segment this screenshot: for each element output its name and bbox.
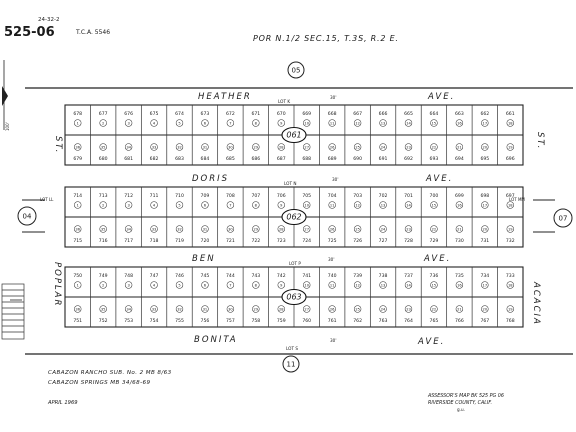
lot-number: 727	[378, 239, 388, 244]
parcel-number: 29	[253, 145, 259, 150]
lot-number: 733	[505, 274, 515, 279]
lot-number: 734	[480, 274, 490, 279]
parcel-number: 22	[431, 145, 437, 150]
parcel-number: 16	[457, 203, 462, 208]
parcel-number: 5	[178, 283, 181, 288]
parcel-number: 27	[304, 227, 310, 232]
parcel-number: 6	[203, 203, 207, 208]
map-date: APRIL 1969	[48, 400, 78, 406]
street-heather: HEATHER	[198, 92, 252, 102]
lot-number: 745	[200, 274, 210, 279]
lot-number: 697	[505, 194, 515, 199]
parcel-number: 7	[229, 203, 232, 208]
parcel-number: 2	[102, 283, 105, 288]
parcel-number: 8	[254, 203, 257, 208]
parcel-number: 33	[151, 307, 157, 312]
parcel-number: 9	[280, 283, 283, 288]
lot-number: 768	[505, 319, 515, 324]
parcel-number: 7	[229, 121, 232, 126]
assessor-info: ASSESSOR'S MAP BK 525 PG 06	[428, 394, 504, 399]
parcel-number: 4	[152, 283, 156, 288]
parcel-number: 12	[355, 283, 360, 288]
lot-number: 751	[73, 319, 83, 324]
lot-number: 764	[404, 319, 413, 324]
lot-number: 748	[124, 274, 134, 279]
parcel-number: 14	[406, 121, 411, 126]
lot-number: 731	[480, 239, 490, 244]
parcel-number: 7	[229, 283, 232, 288]
lot-number: 671	[251, 112, 261, 117]
springs-info: CABAZON SPRINGS MB 34/68-69	[48, 380, 151, 386]
lot-number: 755	[175, 319, 184, 324]
parcel-number: 36	[75, 227, 81, 232]
lot-number: 720	[200, 239, 210, 244]
lot-number: 700	[429, 194, 439, 199]
parcel-number: 33	[151, 227, 157, 232]
heather-width: 30'	[330, 95, 337, 100]
parcel-number: 17	[482, 121, 488, 126]
parcel-number: 24	[380, 145, 386, 150]
lot-number: 704	[327, 194, 337, 199]
lot-number: 664	[429, 112, 439, 117]
parcel-number: 26	[329, 227, 335, 232]
lot-number: 754	[149, 319, 159, 324]
lot-number: 686	[251, 157, 261, 162]
lot-number: 680	[98, 157, 108, 162]
lot-number: 732	[505, 239, 515, 244]
lot-number: 741	[302, 274, 312, 279]
parcel-number: 32	[177, 307, 182, 312]
ben-width: 30'	[328, 257, 335, 262]
lot-number: 673	[200, 112, 210, 117]
lot-number: 708	[225, 194, 235, 199]
parcel-number: 14	[406, 283, 411, 288]
parcel-number: 13	[380, 283, 386, 288]
parcel-number: 5	[178, 203, 181, 208]
parcel-number: 9	[280, 121, 283, 126]
lot-number: 674	[175, 112, 184, 117]
parcel-number: 34	[126, 307, 131, 312]
lot-number: 705	[302, 194, 312, 199]
parcel-number: 19	[507, 307, 513, 312]
lot-number: 724	[302, 239, 312, 244]
parcel-number: 11	[329, 203, 335, 208]
parcel-number: 34	[126, 145, 131, 150]
parcel-number: 34	[126, 227, 131, 232]
parcel-number: 16	[457, 283, 462, 288]
lot-number: 740	[327, 274, 337, 279]
lot-number: 669	[302, 112, 312, 117]
parcel-number: 35	[100, 145, 106, 150]
parcel-number: 14	[406, 203, 411, 208]
lot-number: 689	[327, 157, 337, 162]
circle-11-label: 11	[286, 360, 296, 369]
parcel-number: 31	[202, 307, 208, 312]
margin-marks	[2, 60, 24, 339]
lot-ll-label: LOT LL	[40, 197, 54, 202]
parcel-number: 21	[457, 307, 462, 312]
lot-number: 756	[200, 319, 210, 324]
street-bonita-ave: AVE.	[418, 337, 446, 347]
section-location: POR N.1/2 SEC.15, T.3S, R.2 E.	[253, 34, 399, 43]
lot-number: 722	[251, 239, 261, 244]
circle-05-label: 05	[291, 66, 301, 75]
lot-number: 744	[225, 274, 235, 279]
lot-number: 691	[378, 157, 388, 162]
parcel-number: 27	[304, 145, 310, 150]
lot-number: 677	[98, 112, 108, 117]
lot-number: 712	[124, 194, 134, 199]
lot-k-label: LOT K	[278, 99, 291, 104]
lot-number: 723	[276, 239, 286, 244]
lot-number: 747	[149, 274, 159, 279]
parcel-number: 35	[100, 227, 106, 232]
lot-number: 719	[175, 239, 184, 244]
subdivision-info: CABAZON RANCHO SUB. No. 2 MB 8/63	[48, 370, 172, 376]
lot-number: 742	[276, 274, 286, 279]
lot-number: 749	[98, 274, 108, 279]
street-ben-ave: AVE.	[424, 254, 452, 264]
street-bonita: BONITA	[194, 335, 238, 345]
street-doris: DORIS	[192, 174, 230, 184]
lot-number: 699	[454, 194, 464, 199]
lot-number: 710	[175, 194, 184, 199]
street-st-right-top: ST.	[535, 132, 545, 151]
block-id-label: 061	[286, 130, 302, 140]
drafter-initials: g.u.	[457, 407, 465, 412]
parcel-number: 13	[380, 203, 386, 208]
lot-number: 759	[276, 319, 286, 324]
lot-number: 696	[505, 157, 515, 162]
parcel-number: 20	[482, 145, 488, 150]
circle-04	[18, 207, 36, 225]
parcel-number: 15	[431, 121, 437, 126]
parcel-number: 1	[76, 283, 79, 288]
lot-number: 753	[124, 319, 134, 324]
parcel-number: 10	[304, 121, 310, 126]
margin-note: 100'	[5, 122, 10, 131]
parcel-number: 31	[202, 227, 208, 232]
parcel-number: 23	[406, 227, 411, 232]
lot-number: 707	[251, 194, 261, 199]
parcel-number: 22	[431, 227, 437, 232]
lot-number: 721	[225, 239, 235, 244]
parcel-number: 1	[76, 121, 79, 126]
lot-p-label: LOT P	[289, 261, 301, 266]
lot-number: 684	[200, 157, 210, 162]
circle-04-label: 04	[22, 212, 32, 221]
street-ben: BEN	[192, 254, 216, 264]
lot-number: 738	[378, 274, 388, 279]
parcel-number: 4	[152, 121, 156, 126]
parcel-number: 25	[355, 227, 360, 232]
bonita-width: 30'	[330, 338, 337, 343]
lot-number: 752	[98, 319, 108, 324]
lot-number: 737	[404, 274, 413, 279]
lot-number: 676	[124, 112, 134, 117]
parcel-number: 30	[228, 307, 233, 312]
lot-number: 709	[200, 194, 210, 199]
lot-number: 662	[480, 112, 490, 117]
parcel-number: 10	[304, 203, 310, 208]
block-id-label: 062	[286, 212, 302, 222]
lot-number: 757	[225, 319, 235, 324]
lot-number: 746	[175, 274, 184, 279]
lot-s-label: LOT S	[286, 346, 299, 351]
parcel-number: 11	[329, 121, 335, 126]
lot-number: 692	[404, 157, 413, 162]
parcel-number: 18	[507, 121, 513, 126]
lot-number: 739	[353, 274, 363, 279]
doris-width: 30'	[332, 177, 339, 182]
lot-number: 688	[302, 157, 312, 162]
lot-mm-label: LOT MM	[509, 197, 525, 202]
lot-number: 687	[276, 157, 286, 162]
parcel-number: 13	[380, 121, 386, 126]
lot-number: 715	[73, 239, 83, 244]
lot-number: 767	[480, 319, 490, 324]
lot-number: 729	[429, 239, 439, 244]
lot-number: 743	[251, 274, 261, 279]
parcel-number: 3	[127, 283, 130, 288]
lot-number: 672	[225, 112, 235, 117]
parcel-number: 31	[202, 145, 208, 150]
lot-number: 683	[175, 157, 184, 162]
parcel-number: 18	[507, 203, 513, 208]
block-id-label: 063	[286, 292, 302, 302]
parcel-number: 1	[76, 203, 79, 208]
lot-number: 714	[73, 194, 83, 199]
circle-11	[283, 356, 299, 372]
lot-number: 681	[124, 157, 134, 162]
parcel-number: 29	[253, 227, 259, 232]
parcel-number: 16	[457, 121, 462, 126]
parcel-number: 21	[457, 145, 462, 150]
lot-number: 665	[404, 112, 413, 117]
lot-number: 703	[353, 194, 363, 199]
parcel-number: 33	[151, 145, 157, 150]
lot-number: 698	[480, 194, 490, 199]
parcel-number: 12	[355, 203, 360, 208]
parcel-number: 19	[507, 145, 513, 150]
street-heather-ave: AVE.	[428, 92, 456, 102]
lot-number: 694	[454, 157, 464, 162]
lot-number: 736	[429, 274, 439, 279]
lot-number: 735	[454, 274, 464, 279]
lot-number: 701	[404, 194, 413, 199]
parcel-number: 15	[431, 203, 437, 208]
lot-number: 663	[454, 112, 464, 117]
parcel-number: 5	[178, 121, 181, 126]
lot-number: 750	[73, 274, 83, 279]
parcel-number: 17	[482, 283, 488, 288]
parcel-number: 29	[253, 307, 259, 312]
lot-number: 726	[353, 239, 363, 244]
parcel-number: 9	[280, 203, 283, 208]
lot-number: 678	[73, 112, 83, 117]
lot-number: 760	[302, 319, 312, 324]
lot-number: 702	[378, 194, 388, 199]
parcel-number: 30	[228, 145, 233, 150]
parcel-number: 2	[102, 203, 105, 208]
lot-number: 682	[149, 157, 159, 162]
lot-number: 695	[480, 157, 490, 162]
lot-number: 766	[454, 319, 464, 324]
lot-n-label: LOT N	[284, 181, 297, 186]
circle-05	[288, 62, 304, 78]
lot-number: 762	[353, 319, 363, 324]
parcel-number: 8	[254, 121, 257, 126]
parcel-number: 24	[380, 227, 386, 232]
parcel-number: 11	[329, 283, 335, 288]
parcel-number: 21	[457, 227, 462, 232]
parcel-number: 10	[304, 283, 310, 288]
lot-number: 718	[149, 239, 159, 244]
lot-number: 685	[225, 157, 235, 162]
parcel-number: 17	[482, 203, 488, 208]
lot-number: 667	[353, 112, 363, 117]
parcel-blocks	[65, 105, 523, 327]
lot-number: 706	[276, 194, 286, 199]
lot-number: 690	[353, 157, 363, 162]
lot-number: 679	[73, 157, 83, 162]
parcel-number: 36	[75, 307, 81, 312]
parcel-number: 3	[127, 203, 130, 208]
parcel-number: 3	[127, 121, 130, 126]
parcel-number: 27	[304, 307, 310, 312]
parcel-number: 26	[329, 307, 335, 312]
map-number: 525-06	[4, 25, 55, 40]
circle-07	[554, 209, 572, 227]
lot-number: 668	[327, 112, 337, 117]
parcel-number: 28	[278, 227, 284, 232]
lot-number: 730	[454, 239, 464, 244]
parcel-number: 35	[100, 307, 106, 312]
lot-number: 693	[429, 157, 439, 162]
street-st-left-top: ST.	[53, 136, 63, 155]
lot-number: 675	[149, 112, 159, 117]
parcel-number: 6	[203, 121, 207, 126]
parcel-number: 19	[507, 227, 513, 232]
parcel-number: 24	[380, 307, 386, 312]
parcel-number: 15	[431, 283, 437, 288]
parcel-number: 36	[75, 145, 81, 150]
parcel-number: 22	[431, 307, 437, 312]
parcel-number: 28	[278, 307, 284, 312]
lot-number: 716	[98, 239, 108, 244]
lot-number: 661	[505, 112, 515, 117]
lot-number: 725	[327, 239, 337, 244]
top-note: 24-32-2	[38, 17, 60, 23]
lot-number: 761	[327, 319, 337, 324]
lot-number: 758	[251, 319, 261, 324]
street-doris-ave: AVE.	[426, 174, 454, 184]
lot-number: 713	[98, 194, 108, 199]
parcel-number: 30	[228, 227, 233, 232]
lot-number: 763	[378, 319, 388, 324]
parcel-number: 23	[406, 307, 411, 312]
parcel-number: 25	[355, 307, 360, 312]
lot-number: 666	[378, 112, 388, 117]
lot-number: 670	[276, 112, 286, 117]
parcel-number: 20	[482, 227, 488, 232]
parcel-number: 32	[177, 227, 182, 232]
parcel-number: 6	[203, 283, 207, 288]
parcel-number: 32	[177, 145, 182, 150]
parcel-number: 23	[406, 145, 411, 150]
parcel-number: 20	[482, 307, 488, 312]
street-acacia: ACACIA	[531, 282, 541, 326]
lot-number: 765	[429, 319, 439, 324]
parcel-number: 26	[329, 145, 335, 150]
parcel-number: 12	[355, 121, 360, 126]
parcel-number: 28	[278, 145, 284, 150]
parcel-number: 18	[507, 283, 513, 288]
parcel-number: 4	[152, 203, 156, 208]
lot-number: 717	[124, 239, 134, 244]
parcel-number: 2	[102, 121, 105, 126]
street-poplar: POPLAR	[52, 262, 62, 308]
tca-number: T.C.A. 5546	[76, 29, 111, 36]
county-info: RIVERSIDE COUNTY, CALIF.	[428, 401, 493, 406]
lot-number: 728	[404, 239, 413, 244]
parcel-number: 25	[355, 145, 360, 150]
circle-07-label: 07	[558, 214, 568, 223]
lot-number: 711	[149, 194, 159, 199]
parcel-number: 8	[254, 283, 257, 288]
